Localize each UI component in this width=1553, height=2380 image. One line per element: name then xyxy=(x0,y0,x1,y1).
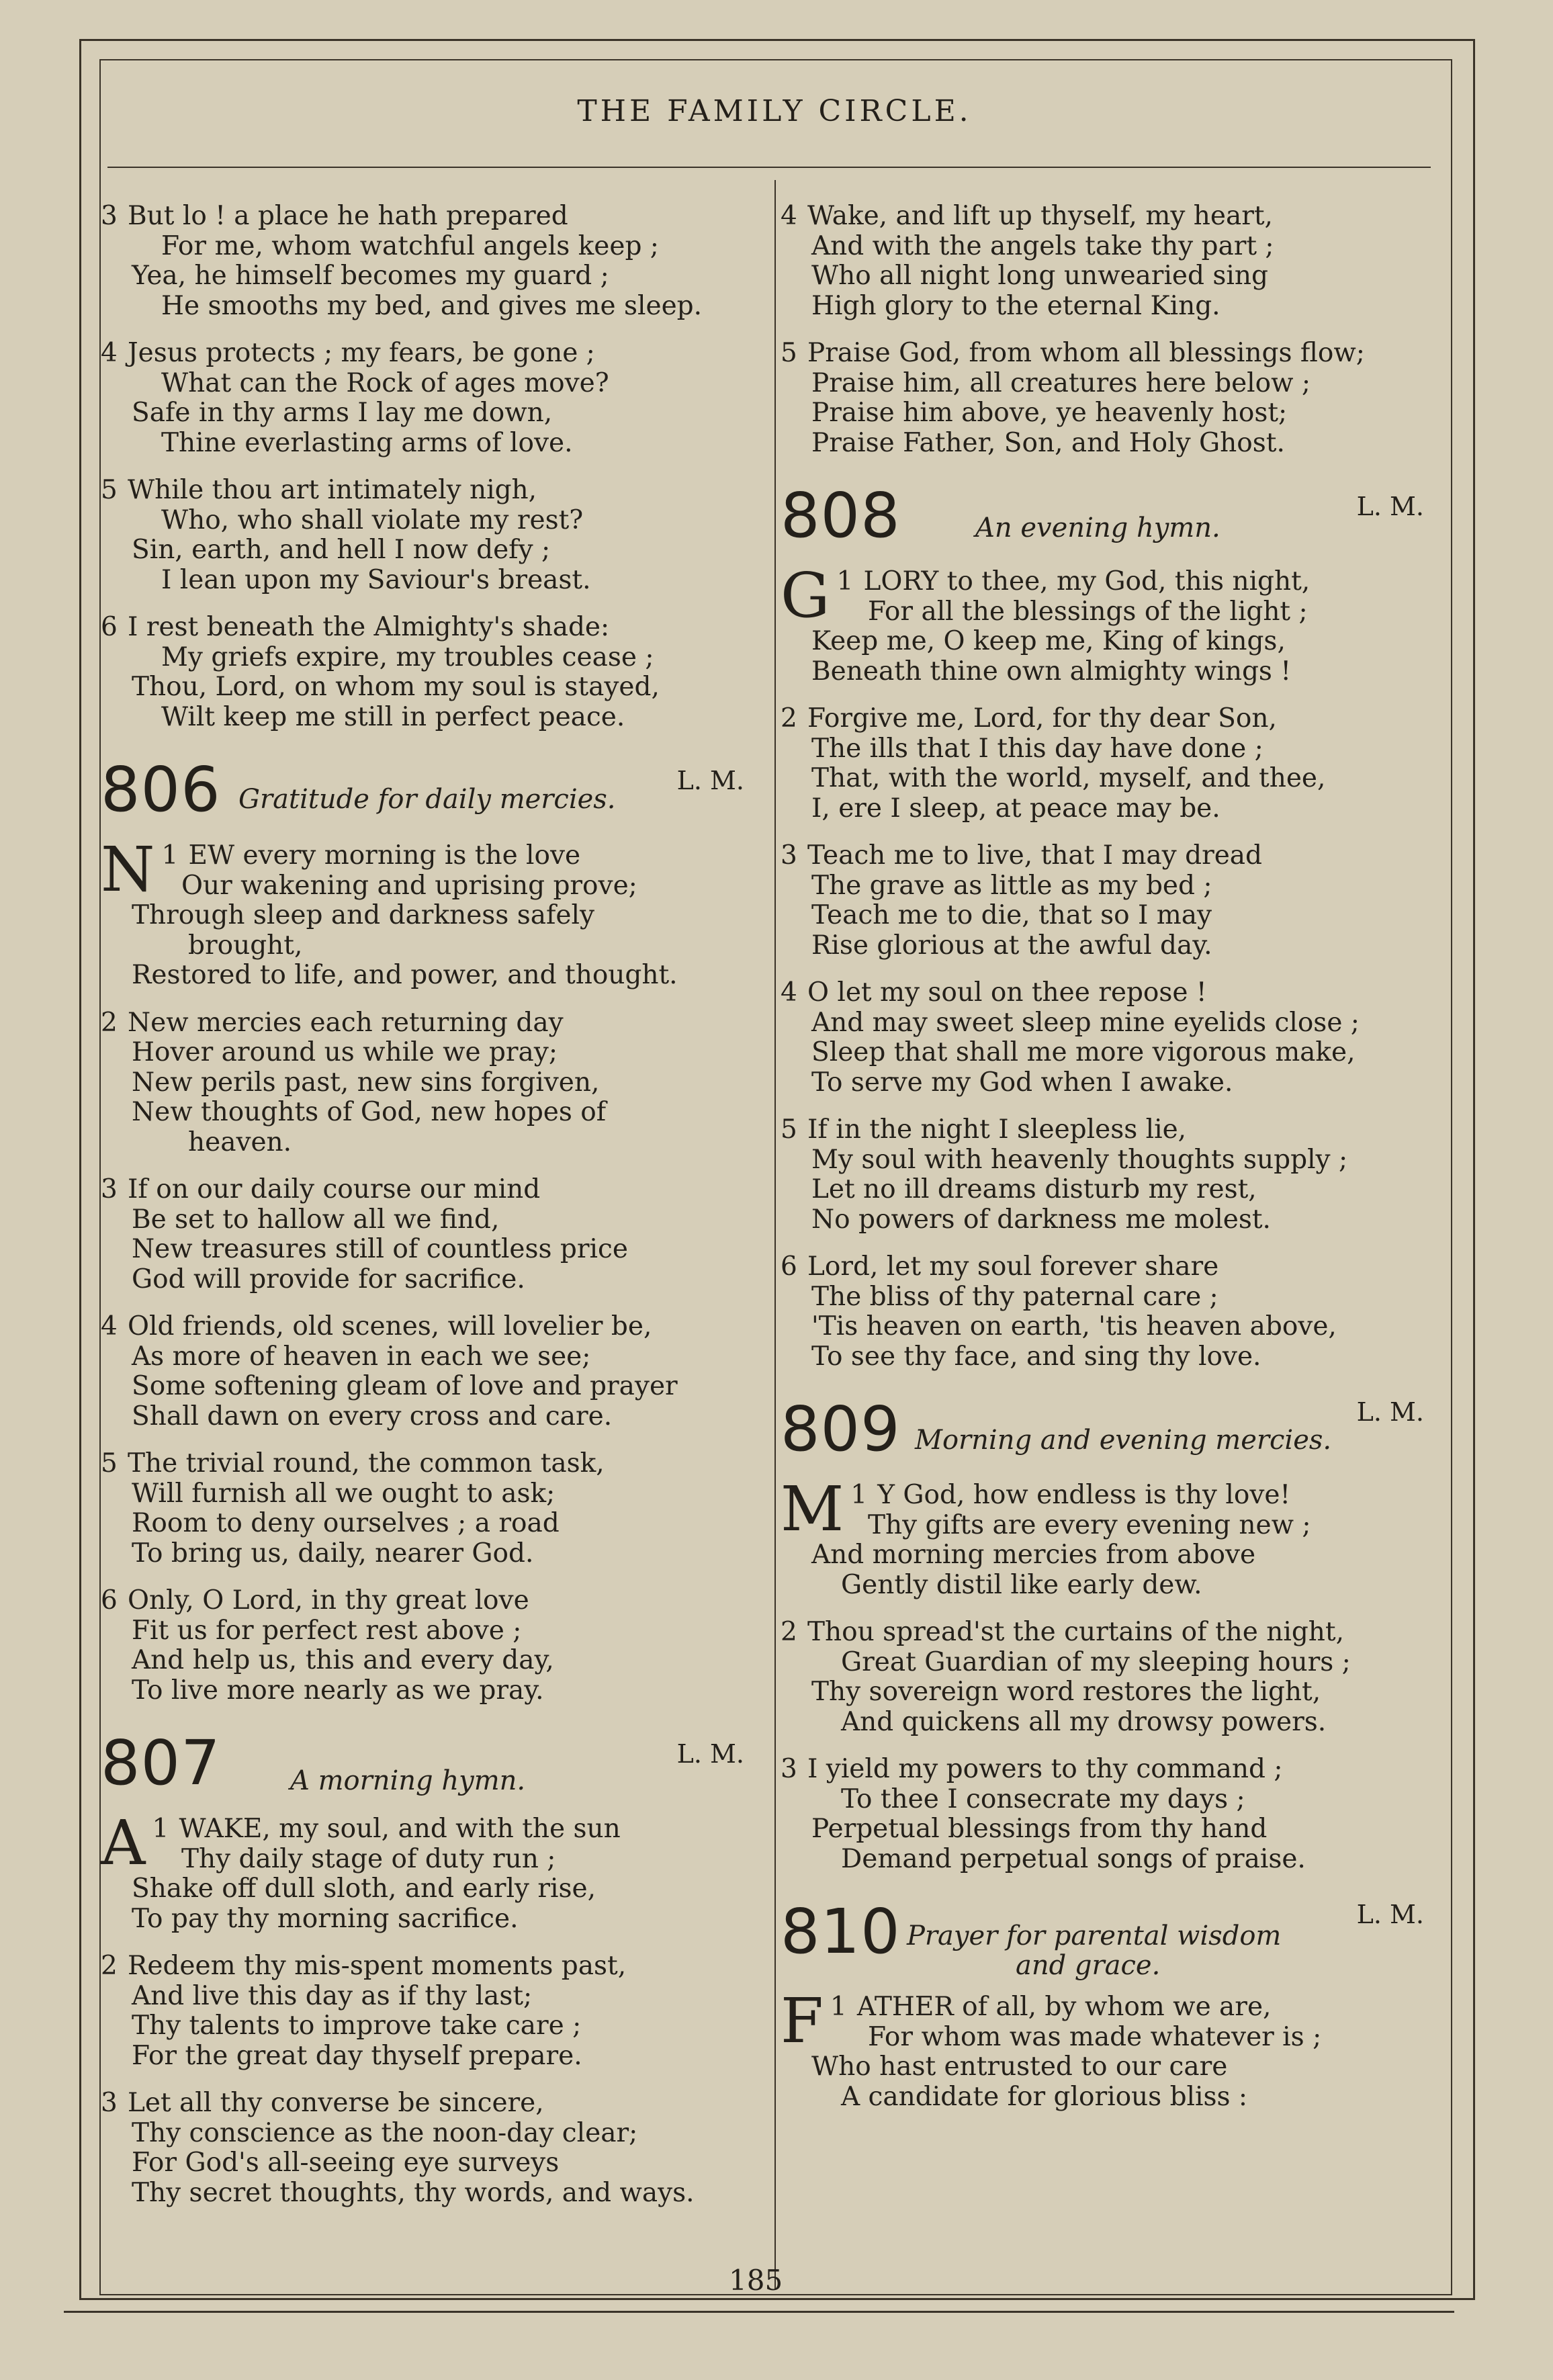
hymn-number: 807 xyxy=(101,1727,221,1799)
verse-line: And live this day as if thy last; xyxy=(132,1980,533,2011)
verse-line: Fit us for perfect rest above ; xyxy=(132,1615,522,1646)
verse-line: To bring us, daily, nearer God. xyxy=(132,1538,534,1569)
verse-line: WAKE, my soul, and with the sun xyxy=(179,1814,621,1844)
verse-line: Let no ill dreams disturb my rest, xyxy=(811,1174,1257,1204)
verse-line: Keep me, O keep me, King of kings, xyxy=(811,626,1286,656)
stanza: 4 Wake, and lift up thyself, my heart, And with the angels take thy part ; Who all night long unwearied sing High glory to the eternal King. xyxy=(781,202,1439,321)
hymn-header xyxy=(781,480,1439,559)
verse-line: Beneath thine own almighty wings ! xyxy=(811,656,1291,687)
drop-cap: A xyxy=(101,1807,146,1879)
left-column xyxy=(101,202,759,2225)
verse-line: Wake, and lift up thyself, my heart, xyxy=(807,201,1273,231)
stanza: 3 Let all thy converse be sincere, Thy conscience as the noon-day clear; For God's all-seeing eye surveys Thy secret thoughts, thy words, and ways. xyxy=(101,2088,759,2208)
verse-line: New perils past, new sins forgiven, xyxy=(132,1067,600,1098)
hymn-meter: L. M. xyxy=(1356,492,1424,521)
hymn-header xyxy=(101,754,759,833)
verse-line: brought, xyxy=(188,930,303,961)
stanza: 3 If on our daily course our mind Be set to hallow all we find, New treasures still of countless price God will provide for sacrifice. xyxy=(101,1175,759,1294)
stanza: 1 A WAKE, my soul, and with the sun Thy daily stage of duty run ; Shake off dull sloth, and early rise, To pay thy morning sacrifice. xyxy=(101,1814,759,1934)
stanza: 6 Only, O Lord, in thy great love Fit us for perfect rest above ; And help us, this and every day, To live more nearly as we pray. xyxy=(101,1586,759,1706)
verse-line: What can the Rock of ages move? xyxy=(161,367,609,398)
stanza: 2 Redeem thy mis-spent moments past, And live this day as if thy last; Thy talents to improve take care ; For the great day thyself prepare. xyxy=(101,1951,759,2071)
verse-line: Teach me to live, that I may dread xyxy=(807,840,1263,871)
verse-line: Thou, Lord, on whom my soul is stayed, xyxy=(132,672,660,702)
hymn-title-continued: and grace. xyxy=(1016,1950,1161,1981)
verse-line: O let my soul on thee repose ! xyxy=(807,977,1207,1008)
hymn-number: 810 xyxy=(781,1896,901,1968)
verse-line: ATHER of all, by whom we are, xyxy=(856,1992,1272,2022)
verse-line: Only, O Lord, in thy great love xyxy=(128,1585,529,1616)
verse-line: The ills that I this day have done ; xyxy=(811,733,1263,764)
stanza: 5 Praise God, from whom all blessings flow; Praise him, all creatures here below ; Praise him above, ye heavenly host; Praise Father, Son, and Holy Ghost. xyxy=(781,339,1439,458)
verse-line: While thou art intimately nigh, xyxy=(128,475,537,505)
verse-line: Y God, how endless is thy love! xyxy=(877,1480,1291,1510)
verse-line: Thy sovereign word restores the light, xyxy=(811,1677,1321,1707)
verse-line: Thy conscience as the noon-day clear; xyxy=(132,2117,638,2148)
hymn-title: A morning hymn. xyxy=(290,1765,526,1796)
verse-line: Hover around us while we pray; xyxy=(132,1037,558,1067)
verse-line: Rise glorious at the awful day. xyxy=(811,930,1212,961)
continued-hymn xyxy=(781,202,1439,458)
stanza: 6 Lord, let my soul forever share The bliss of thy paternal care ; 'Tis heaven on earth, 'tis heaven above, To see thy face, and sing thy love. xyxy=(781,1252,1439,1372)
verse-line: 'Tis heaven on earth, 'tis heaven above, xyxy=(811,1311,1337,1341)
verse-line: As more of heaven in each we see; xyxy=(132,1341,591,1372)
verse-line: He smooths my bed, and gives me sleep. xyxy=(161,290,703,321)
stanza: 5 If in the night I sleepless lie, My soul with heavenly thoughts supply ; Let no ill dreams disturb my rest, No powers of darkness me molest. xyxy=(781,1115,1439,1235)
verse-line: I yield my powers to thy command ; xyxy=(807,1754,1283,1784)
stanza: 2 Forgive me, Lord, for thy dear Son, The ills that I this day have done ; That, with the world, myself, and thee, I, ere I sleep, at peace may be. xyxy=(781,704,1439,824)
stanza: 1 N EW every morning is the love Our wakening and uprising prove; Through sleep and darkness safely brought, Restored to life, and power, and thought. xyxy=(101,841,759,991)
verse-line: Let all thy converse be sincere, xyxy=(128,2088,544,2118)
verse-line: Our wakening and uprising prove; xyxy=(181,870,637,901)
drop-cap: M xyxy=(781,1473,844,1545)
verse-line: I lean upon my Saviour's breast. xyxy=(161,564,591,595)
verse-line: heaven. xyxy=(188,1127,292,1157)
hymn-number: 809 xyxy=(781,1393,901,1465)
header-rule xyxy=(107,167,1431,168)
stanza: 1 G LORY to thee, my God, this night, For all the blessings of the light ; Keep me, O keep me, King of kings, Beneath thine own almighty wings ! xyxy=(781,567,1439,687)
verse-line: No powers of darkness me molest. xyxy=(811,1204,1271,1235)
stanza: 4 Old friends, old scenes, will lovelier be, As more of heaven in each we see; Some softening gleam of love and prayer Shall dawn on every cross and care. xyxy=(101,1312,759,1431)
verse-line: Sin, earth, and hell I now defy ; xyxy=(132,535,551,565)
verse-line: To live more nearly as we pray. xyxy=(132,1675,544,1706)
verse-line: Who all night long unwearied sing xyxy=(811,261,1268,291)
hymn-number: 806 xyxy=(101,754,221,826)
stanza: 4 O let my soul on thee repose ! And may sweet sleep mine eyelids close ; Sleep that shall me more vigorous make, To serve my God when I awake. xyxy=(781,978,1439,1098)
verse-line: And morning mercies from above xyxy=(811,1540,1256,1570)
verse-line: My griefs expire, my troubles cease ; xyxy=(161,642,654,672)
verse-line: For all the blessings of the light ; xyxy=(868,596,1308,627)
verse-line: Thy gifts are every evening new ; xyxy=(868,1509,1311,1540)
hymn-header xyxy=(781,1393,1439,1472)
stanza: 4 Jesus protects ; my fears, be gone ; What can the Rock of ages move? Safe in thy arms I lay me down, Thine everlasting arms of love. xyxy=(101,339,759,458)
verse-line: Some softening gleam of love and prayer xyxy=(132,1371,678,1401)
drop-cap: N xyxy=(101,834,155,906)
stanza: 2 New mercies each returning day Hover around us while we pray; New perils past, new sins forgiven, New thoughts of God, new hopes of heaven. xyxy=(101,1008,759,1158)
continued-hymn xyxy=(101,202,759,732)
verse-line: For God's all-seeing eye surveys xyxy=(132,2148,560,2178)
verse-line: Thy daily stage of duty run ; xyxy=(181,1843,556,1874)
verse-line: I, ere I sleep, at peace may be. xyxy=(811,793,1221,824)
stanza: 3 Teach me to live, that I may dread The grave as little as my bed ; Teach me to die, that so I may Rise glorious at the awful day. xyxy=(781,841,1439,961)
hymn-number: 808 xyxy=(781,480,901,552)
verse-line: Praise him, all creatures here below ; xyxy=(811,367,1311,398)
verse-line: Redeem thy mis-spent moments past, xyxy=(128,1951,627,1981)
verse-line: Through sleep and darkness safely xyxy=(132,900,594,930)
verse-line: Shall dawn on every cross and care. xyxy=(132,1401,613,1431)
hymn-title: Prayer for parental wisdom xyxy=(907,1921,1282,1951)
verse-line: Room to deny ourselves ; a road xyxy=(132,1508,560,1538)
verse-line: My soul with heavenly thoughts supply ; xyxy=(811,1144,1348,1175)
verse-line: Praise Father, Son, and Holy Ghost. xyxy=(811,427,1285,458)
verse-line: Teach me to die, that so I may xyxy=(811,900,1212,930)
running-head: THE FAMILY CIRCLE. xyxy=(577,94,972,128)
hymn-meter: L. M. xyxy=(676,766,744,795)
hymn-header xyxy=(101,1727,759,1806)
verse-line: That, with the world, myself, and thee, xyxy=(811,763,1326,793)
column-divider xyxy=(774,180,776,2289)
verse-line: And quickens all my drowsy powers. xyxy=(841,1706,1327,1737)
verse-line: New thoughts of God, new hopes of xyxy=(132,1097,607,1127)
stanza: 1 M Y God, how endless is thy love! Thy gifts are every evening new ; And morning mercies from above Gently distil like early dew. xyxy=(781,1481,1439,1600)
verse-line: To serve my God when I awake. xyxy=(811,1067,1233,1098)
verse-line: Yea, he himself becomes my guard ; xyxy=(132,261,609,291)
verse-line: Thine everlasting arms of love. xyxy=(161,427,573,458)
verse-line: To pay thy morning sacrifice. xyxy=(132,1903,519,1934)
verse-line: For me, whom watchful angels keep ; xyxy=(161,230,659,261)
verse-line: Gently distil like early dew. xyxy=(841,1569,1202,1600)
hymn-title: Gratitude for daily mercies. xyxy=(238,784,616,815)
verse-line: I rest beneath the Almighty's shade: xyxy=(128,612,610,642)
verse-line: Thou spread'st the curtains of the night, xyxy=(807,1617,1344,1647)
verse-line: Sleep that shall me more vigorous make, xyxy=(811,1037,1356,1067)
hymn-title: Morning and evening mercies. xyxy=(915,1425,1332,1456)
verse-line: High glory to the eternal King. xyxy=(811,290,1221,321)
stanza: 3 I yield my powers to thy command ; To thee I consecrate my days ; Perpetual blessings from thy hand Demand perpetual songs of praise. xyxy=(781,1755,1439,1874)
verse-line: And may sweet sleep mine eyelids close ; xyxy=(811,1007,1360,1038)
verse-line: New mercies each returning day xyxy=(128,1007,564,1038)
page-number: 185 xyxy=(729,2264,783,2297)
verse-line: The trivial round, the common task, xyxy=(128,1448,605,1479)
drop-cap: F xyxy=(781,1985,824,2057)
verse-line: Shake off dull sloth, and early rise, xyxy=(132,1874,596,1904)
right-column xyxy=(781,202,1439,2129)
stanza: 1 F ATHER of all, by whom we are, For whom was made whatever is ; Who hast entrusted to our care A candidate for glorious bliss : xyxy=(781,1992,1439,2112)
stanza: 5 While thou art intimately nigh, Who, who shall violate my rest? Sin, earth, and hell I now defy ; I lean upon my Saviour's breast. xyxy=(101,476,759,595)
verse-line: And help us, this and every day, xyxy=(132,1645,554,1675)
verse-line: Praise God, from whom all blessings flow; xyxy=(807,338,1365,368)
verse-line: New treasures still of countless price xyxy=(132,1234,628,1264)
verse-line: If in the night I sleepless lie, xyxy=(807,1114,1187,1145)
verse-line: And with the angels take thy part ; xyxy=(811,230,1274,261)
hymn-meter: L. M. xyxy=(1356,1900,1424,1929)
verse-line: Demand perpetual songs of praise. xyxy=(841,1843,1306,1874)
verse-line: Praise him above, ye heavenly host; xyxy=(811,398,1288,428)
verse-line: To thee I consecrate my days ; xyxy=(841,1783,1245,1814)
stanza: 5 The trivial round, the common task, Will furnish all we ought to ask; Room to deny ourselves ; a road To bring us, daily, nearer God. xyxy=(101,1449,759,1569)
hymn-meter: L. M. xyxy=(676,1739,744,1769)
hymn-title: An evening hymn. xyxy=(975,513,1221,543)
verse-line: But lo ! a place he hath prepared xyxy=(128,201,568,231)
drop-cap: G xyxy=(781,560,830,631)
verse-line: The bliss of thy paternal care ; xyxy=(811,1281,1218,1312)
verse-line: God will provide for sacrifice. xyxy=(132,1264,525,1294)
verse-line: A candidate for glorious bliss : xyxy=(841,2081,1248,2112)
stanza: 6 I rest beneath the Almighty's shade: My griefs expire, my troubles cease ; Thou, Lord, on whom my soul is stayed, Wilt keep me still in perfect peace. xyxy=(101,613,759,732)
verse-line: If on our daily course our mind xyxy=(128,1174,541,1204)
verse-line: The grave as little as my bed ; xyxy=(811,870,1212,901)
verse-line: For the great day thyself prepare. xyxy=(132,2040,582,2071)
verse-line: EW every morning is the love xyxy=(188,840,581,871)
verse-line: Old friends, old scenes, will lovelier be, xyxy=(128,1311,652,1341)
verse-line: LORY to thee, my God, this night, xyxy=(863,566,1311,597)
stanza: 2 Thou spread'st the curtains of the night, Great Guardian of my sleeping hours ; Thy sovereign word restores the light, And quickens all my drowsy powers. xyxy=(781,1618,1439,1737)
hymn-meter: L. M. xyxy=(1356,1397,1424,1427)
verse-line: For whom was made whatever is ; xyxy=(868,2021,1322,2052)
verse-line: Jesus protects ; my fears, be gone ; xyxy=(128,338,595,368)
verse-line: Who hast entrusted to our care xyxy=(811,2052,1228,2082)
verse-line: Who, who shall violate my rest? xyxy=(161,504,584,535)
stanza: 3 But lo ! a place he hath prepared For me, whom watchful angels keep ; Yea, he himself becomes my guard ; He smooths my bed, and gives me sleep. xyxy=(101,202,759,321)
verse-line: Forgive me, Lord, for thy dear Son, xyxy=(807,703,1277,734)
verse-line: Will furnish all we ought to ask; xyxy=(132,1478,556,1509)
verse-line: Lord, let my soul forever share xyxy=(807,1251,1219,1282)
verse-line: Safe in thy arms I lay me down, xyxy=(132,398,553,428)
verse-line: Be set to hallow all we find, xyxy=(132,1204,500,1235)
bottom-rule xyxy=(64,2311,1454,2313)
verse-line: Wilt keep me still in perfect peace. xyxy=(161,701,625,732)
verse-line: Thy secret thoughts, thy words, and ways. xyxy=(132,2177,695,2208)
verse-line: Great Guardian of my sleeping hours ; xyxy=(841,1646,1351,1677)
verse-line: Perpetual blessings from thy hand xyxy=(811,1814,1268,1844)
verse-line: Restored to life, and power, and thought. xyxy=(132,960,678,990)
verse-line: Thy talents to improve take care ; xyxy=(132,2011,582,2041)
verse-line: To see thy face, and sing thy love. xyxy=(811,1341,1261,1372)
hymn-header xyxy=(781,1896,1439,1984)
